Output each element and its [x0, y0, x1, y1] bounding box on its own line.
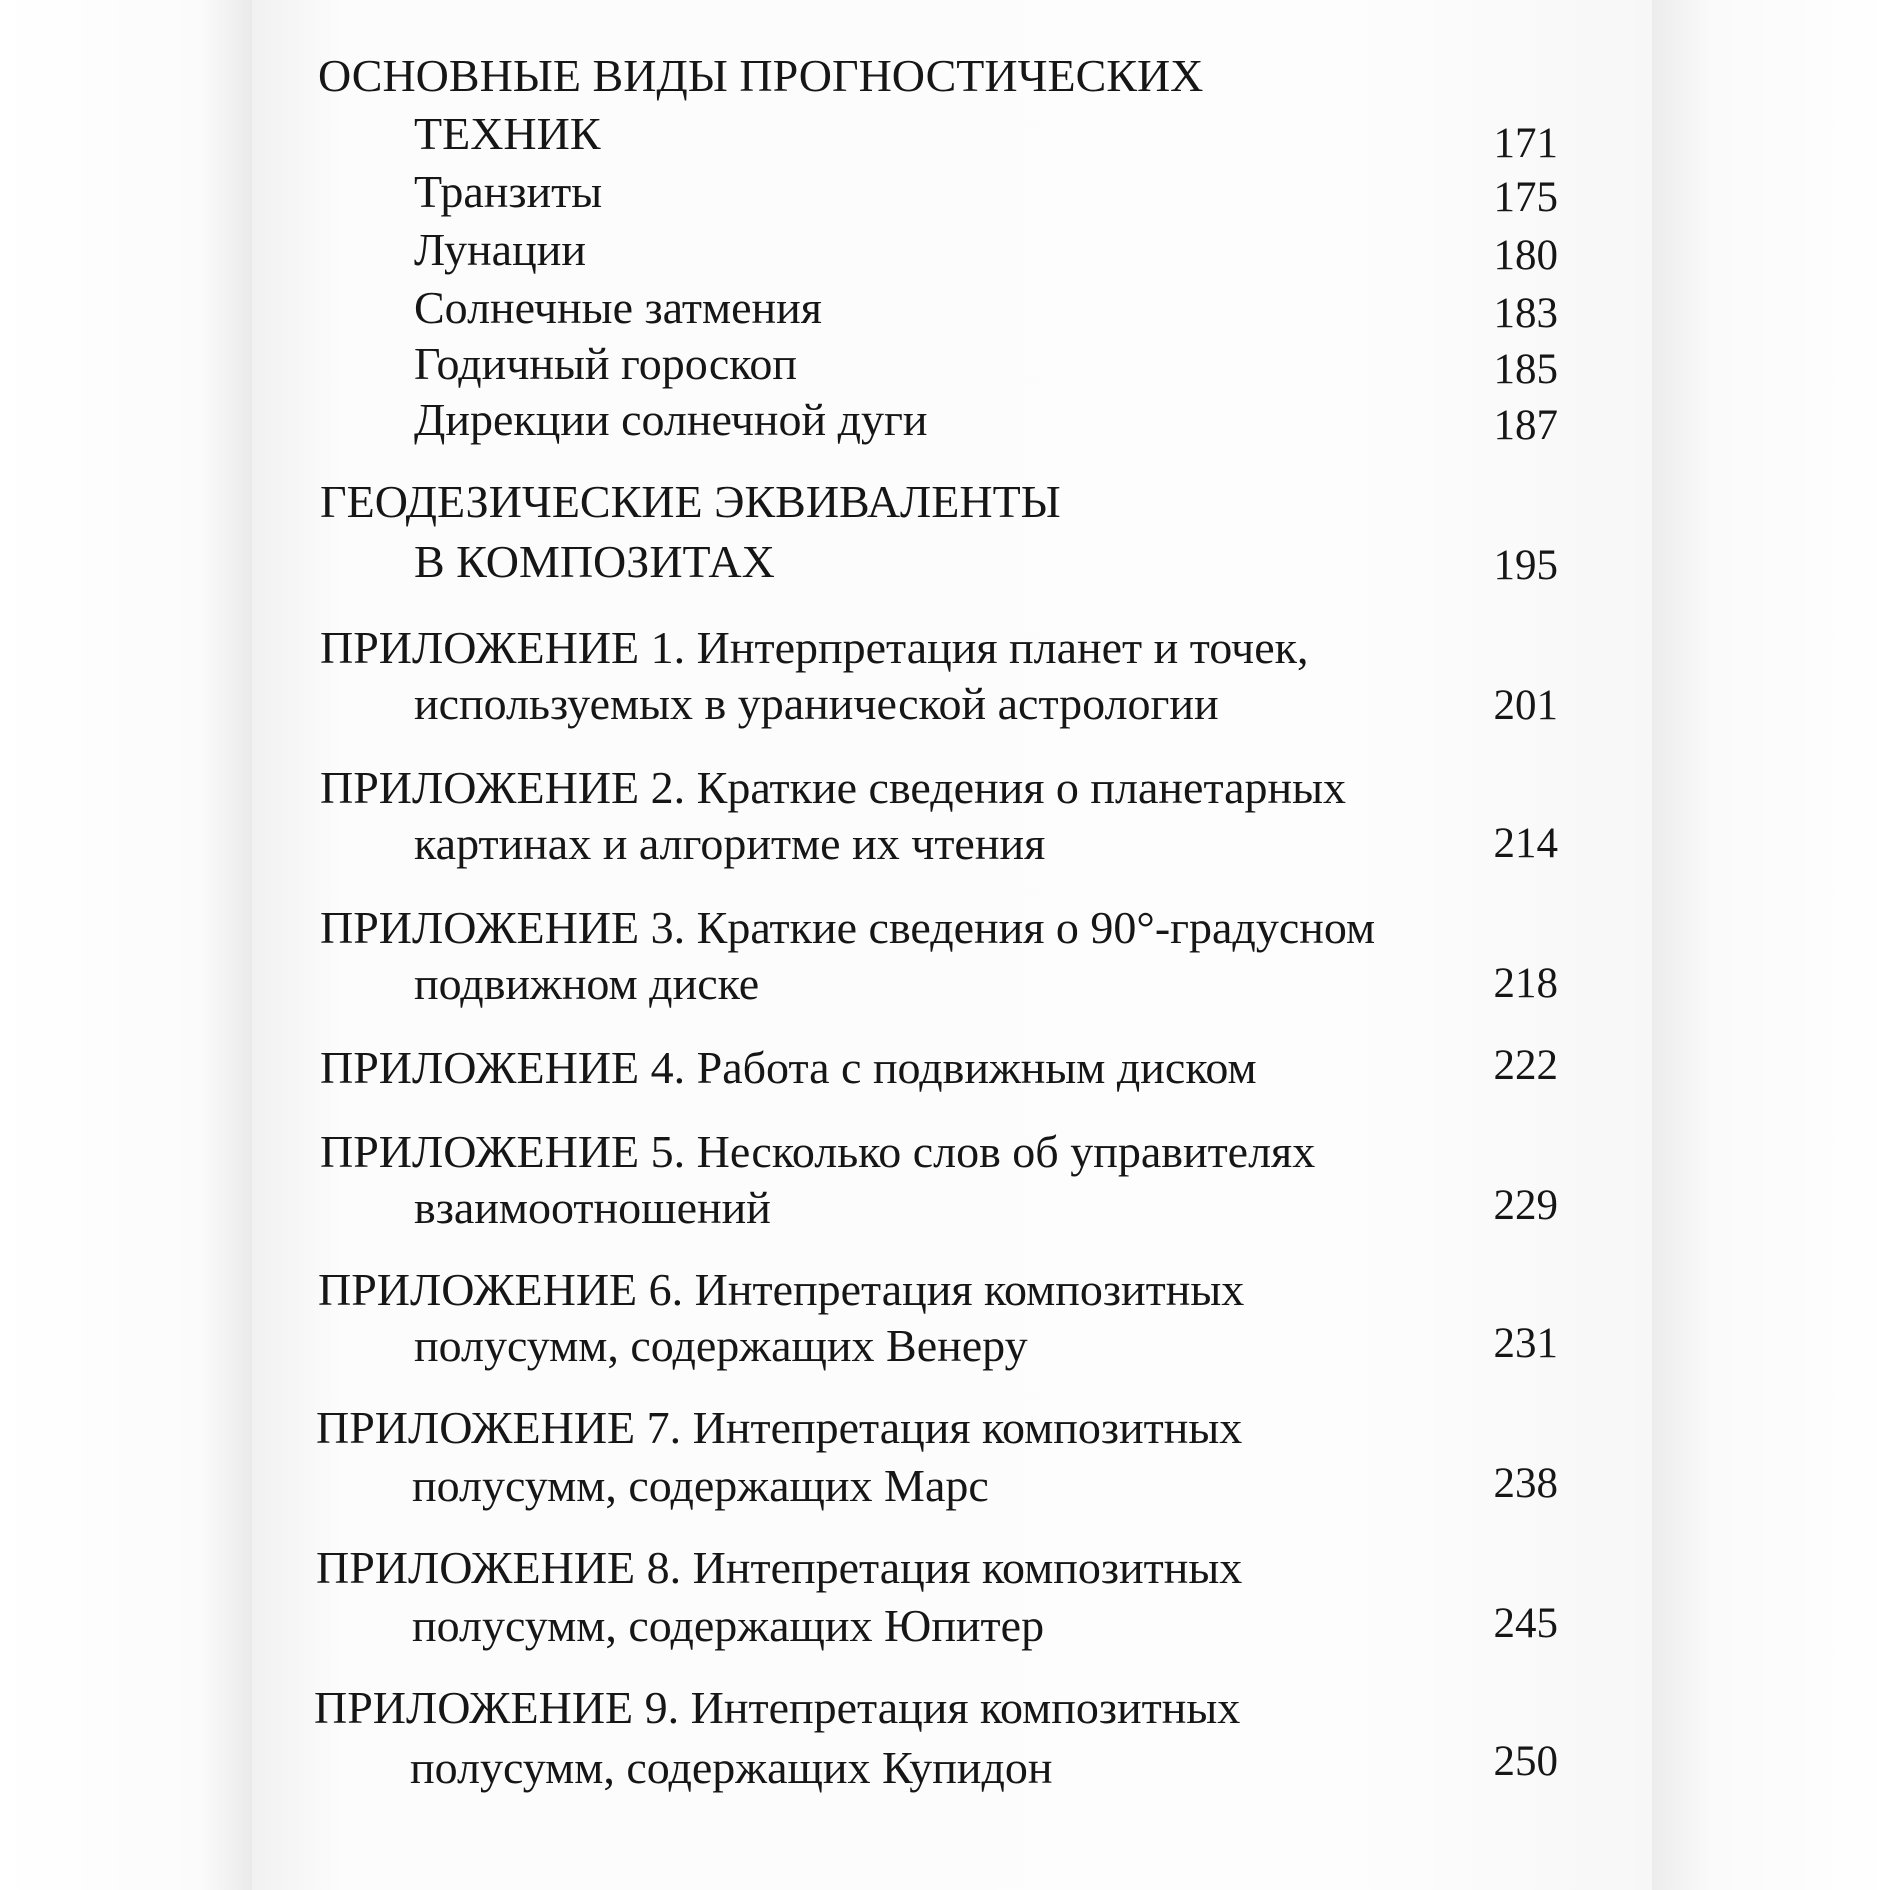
- toc-page-number: 214: [1493, 820, 1558, 867]
- toc-page-number: 195: [1493, 542, 1558, 589]
- toc-page-number: 231: [1493, 1320, 1558, 1367]
- toc-page-number: 183: [1493, 290, 1558, 337]
- toc-subitem: Солнечные затмения: [414, 282, 822, 333]
- toc-appendix-cont: полусумм, содержащих Венеру: [414, 1320, 1028, 1371]
- toc-appendix-cont: полусумм, содержащих Юпитер: [412, 1600, 1045, 1651]
- toc-page-number: 222: [1493, 1042, 1558, 1089]
- toc-subitem: Лунации: [414, 224, 586, 275]
- toc-appendix: ПРИЛОЖЕНИЕ 6. Интепретация композитных: [318, 1264, 1245, 1315]
- toc-page-number: 218: [1493, 960, 1558, 1007]
- toc-appendix: ПРИЛОЖЕНИЕ 7. Интепретация композитных: [316, 1402, 1243, 1453]
- toc-appendix-cont: подвижном диске: [414, 958, 760, 1009]
- toc-page-number: 185: [1493, 346, 1558, 393]
- toc-page-number: 187: [1493, 402, 1558, 449]
- toc-appendix-cont: картинах и алгоритме их чтения: [414, 818, 1046, 869]
- toc-subitem: Дирекции солнечной дуги: [414, 394, 928, 445]
- toc-appendix-cont: полусумм, содержащих Купидон: [410, 1742, 1053, 1793]
- toc-page-number: 229: [1493, 1182, 1558, 1229]
- toc-page-number: 250: [1493, 1738, 1558, 1785]
- toc-heading: ГЕОДЕЗИЧЕСКИЕ ЭКВИВАЛЕНТЫ: [320, 476, 1061, 527]
- toc-page-number: 238: [1493, 1460, 1558, 1507]
- toc-page-number: 175: [1493, 174, 1558, 221]
- toc-page-number: 180: [1493, 232, 1558, 279]
- toc-appendix: ПРИЛОЖЕНИЕ 4. Работа с подвижным диском: [320, 1042, 1257, 1093]
- toc-appendix: ПРИЛОЖЕНИЕ 1. Интерпретация планет и точек,: [320, 622, 1309, 673]
- toc-appendix: ПРИЛОЖЕНИЕ 9. Интепретация композитных: [314, 1682, 1241, 1733]
- toc-appendix: ПРИЛОЖЕНИЕ 2. Краткие сведения о планетарных: [320, 762, 1347, 813]
- toc-appendix: ПРИЛОЖЕНИЕ 8. Интепретация композитных: [316, 1542, 1243, 1593]
- toc-subitem: Транзиты: [414, 166, 603, 217]
- toc-heading-cont: В КОМПОЗИТАХ: [414, 536, 775, 587]
- toc-page-number: 201: [1493, 682, 1558, 729]
- toc-page-number: 171: [1493, 120, 1558, 167]
- toc-appendix: ПРИЛОЖЕНИЕ 3. Краткие сведения о 90°-градусном: [320, 902, 1376, 953]
- toc-appendix: ПРИЛОЖЕНИЕ 5. Несколько слов об управителях: [320, 1126, 1316, 1177]
- toc-heading: ОСНОВНЫЕ ВИДЫ ПРОГНОСТИЧЕСКИХ: [318, 50, 1204, 101]
- toc-subitem: Годичный гороскоп: [414, 338, 797, 389]
- toc-appendix-cont: взаимоотношений: [414, 1182, 771, 1233]
- toc-page-number: 245: [1493, 1600, 1558, 1647]
- toc-heading-cont: ТЕХНИК: [414, 108, 601, 159]
- background-left: [0, 0, 252, 1890]
- background-right: [1652, 0, 1890, 1890]
- toc-appendix-cont: полусумм, содержащих Марс: [412, 1460, 989, 1511]
- toc-appendix-cont: используемых в уранической астрологии: [414, 678, 1219, 729]
